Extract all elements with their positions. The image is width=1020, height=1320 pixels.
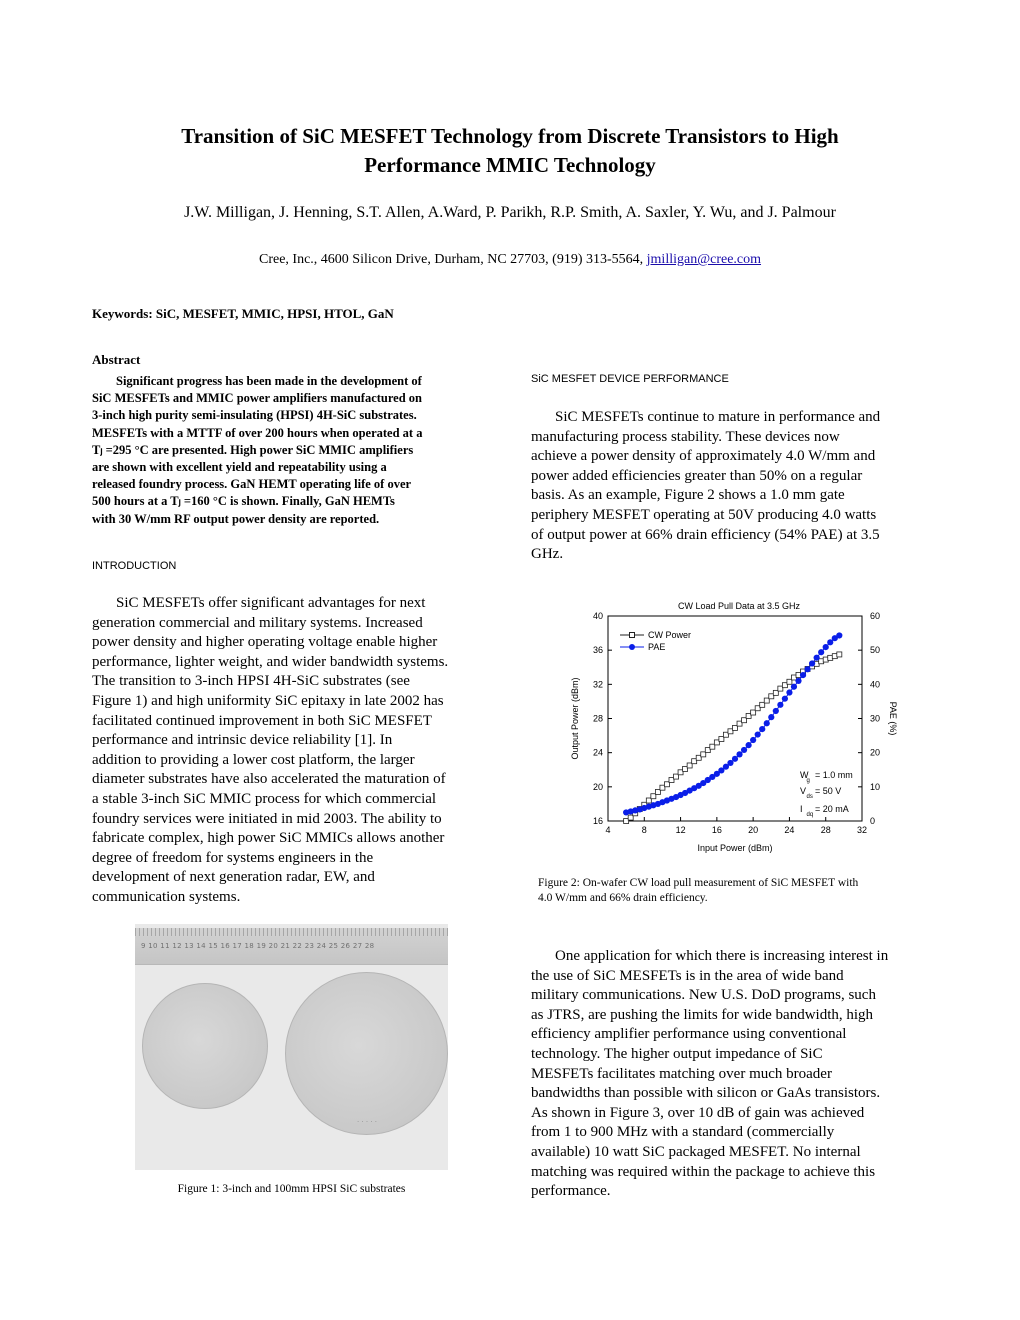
device-performance-body	[531, 408, 941, 565]
legend-marker-pae	[629, 644, 635, 650]
figure-2-caption-line: Figure 2: On-wafer CW load pull measurement of SiC MESFET with	[538, 877, 859, 889]
app-line: technology. The higher output impedance of SiC	[531, 1045, 823, 1062]
abstract-line: are shown with excellent yield and repeatability using a	[92, 460, 387, 475]
device-line: GHz.	[531, 546, 564, 563]
intro-line: fabricate complex, high power SiC MMICs allows another	[92, 830, 445, 847]
wafer-3-inch	[142, 983, 268, 1109]
pae-line	[626, 635, 842, 812]
ruler-ticks	[135, 928, 448, 936]
abstract-heading: Abstract	[92, 352, 141, 367]
keywords: Keywords: SiC, MESFET, MMIC, HPSI, HTOL, GaN	[92, 306, 394, 321]
ruler	[135, 928, 448, 965]
chart-legend	[620, 630, 691, 652]
x-tick-label: 28	[820, 825, 831, 835]
pae-point	[836, 632, 842, 638]
affiliation	[60, 252, 960, 268]
annotation-subscript: ds	[806, 794, 813, 800]
annotation-text: I	[800, 804, 803, 814]
app-line: MESFETs facilitates matching over much broader	[531, 1065, 832, 1082]
device-line: manufacturing process stability. These devices now	[531, 428, 840, 445]
x-tick-label: 24	[784, 825, 795, 835]
app-line: available) 10 watt SiC packaged MESFET. No internal	[531, 1143, 861, 1160]
pae-point	[800, 672, 806, 678]
intro-line: Figure 1) and high uniformity SiC epitaxy in late 2002 has	[92, 692, 444, 709]
pae-point	[818, 649, 824, 655]
intro-line: a stable 3-inch SiC MMIC process for which commercial	[92, 790, 437, 807]
x-tick-label: 20	[748, 825, 759, 835]
y2-tick-label: 40	[870, 679, 881, 690]
pae-point	[741, 747, 747, 753]
intro-line: degree of freedom for systems engineers in the	[92, 849, 374, 866]
abstract-line: released foundry process. GaN HEMT operating life of over	[92, 477, 412, 492]
y2-tick-label: 0	[870, 816, 876, 826]
intro-line: SiC MESFETs offer significant advantages for next	[116, 595, 426, 611]
app-line: bandwidths than possible with silicon or GaAs transistors.	[531, 1085, 881, 1102]
y-tick-label: 32	[592, 679, 603, 690]
cw-power-point	[837, 652, 842, 657]
intro-line: power density and higher operating voltage enable higher	[92, 634, 438, 651]
annotation-text: = 50 V	[815, 786, 842, 796]
wafer-100mm	[285, 972, 448, 1135]
pae-point	[786, 689, 792, 695]
abstract-line: with 30 W/mm RF output power density are reported.	[92, 511, 380, 526]
legend-marker-cw-power	[630, 633, 635, 638]
pae-point	[759, 726, 765, 732]
ruler-numbers: 9 10 11 12 13 14 15 16 17 18 19 20 21 22 23 24 25 26 27 28	[141, 942, 375, 950]
y-tick-label: 36	[592, 645, 603, 656]
x-tick-label: 32	[856, 825, 868, 835]
annotation-subscript: dq	[806, 812, 814, 818]
introduction-body	[92, 594, 512, 908]
abstract-line: MESFETs with a MTTF of over 200 hours when operated at a	[92, 425, 423, 440]
intro-line: performance, lighter weight, and wider bandwidth systems.	[92, 653, 449, 670]
figure-2-chart	[556, 596, 906, 860]
pae-point	[782, 696, 788, 702]
x-tick-label: 16	[711, 825, 722, 835]
intro-line: diameter substrates have also accelerated the maturation of	[92, 771, 446, 788]
abstract-line: Significant progress has been made in the development of	[116, 374, 422, 388]
affiliation-text: Cree, Inc., 4600 Silicon Drive, Durham, NC 27703, (919) 313-5564,	[258, 252, 647, 267]
app-line: matching was required within the package to achieve this	[531, 1163, 876, 1180]
app-line: military communications. New U.S. DoD programs, such	[531, 987, 876, 1004]
abstract-line: Tⱼ =295 °C are presented. High power SiC MMIC amplifiers	[92, 442, 414, 457]
x-tick-label: 12	[675, 825, 686, 835]
app-line: from 1 to 900 MHz with a standard (commercially	[531, 1124, 835, 1141]
device-line: of output power at 66% drain efficiency (54% PAE) at 3.5	[531, 526, 880, 543]
abstract-line: SiC MESFETs and MMIC power amplifiers manufactured on	[92, 391, 423, 406]
device-line: periphery MESFET operating at 50V producing 4.0 watts	[531, 506, 877, 523]
annotation-text: = 1.0 mm	[815, 770, 853, 780]
introduction-heading: INTRODUCTION	[92, 560, 177, 572]
y2-axis-label: PAE (%)	[888, 701, 898, 736]
intro-line: development of next generation radar, EW, and	[92, 869, 375, 886]
intro-line: facilitated continued improvement in both SiC MESFET	[92, 712, 432, 729]
email-link[interactable]: jmilligan@cree.com	[646, 252, 762, 267]
pae-point	[768, 714, 774, 720]
chart-annotation	[800, 770, 853, 818]
figure-2-caption-line: 4.0 W/mm and 66% drain efficiency.	[538, 892, 708, 904]
figure-1-photo	[135, 924, 448, 1170]
figure-1-caption: Figure 1: 3-inch and 100mm HPSI SiC substrates	[177, 1183, 406, 1195]
figure-2-caption	[538, 876, 938, 906]
device-performance-heading: SiC MESFET DEVICE PERFORMANCE	[531, 373, 729, 385]
legend-label-pae: PAE	[648, 642, 666, 652]
title-line-2: Performance MMIC Technology	[364, 153, 656, 177]
app-line: efficiency amplifier performance using conventional	[531, 1026, 847, 1043]
intro-line: performance and intrinsic device reliability [1]. In	[92, 732, 393, 749]
pae-point	[736, 751, 742, 757]
y-tick-label: 20	[592, 781, 603, 792]
y-tick-label: 24	[592, 747, 603, 758]
y2-tick-label: 10	[870, 781, 881, 792]
pae-point	[764, 720, 770, 726]
y2-tick-label: 50	[870, 645, 881, 656]
y-tick-label: 16	[592, 816, 603, 826]
pae-point	[823, 644, 829, 650]
legend-label-cw-power: CW Power	[648, 630, 692, 640]
pae-point	[809, 660, 815, 666]
chart-title: CW Load Pull Data at 3.5 GHz	[677, 601, 801, 611]
pae-point	[750, 737, 756, 743]
pae-point	[746, 742, 752, 748]
x-axis-label: Input Power (dBm)	[697, 843, 773, 853]
app-line: the use of SiC MESFETs is in the area of wide band	[531, 967, 844, 984]
y-tick-label: 28	[592, 713, 603, 724]
pae-point	[791, 684, 797, 690]
app-line: as JTRS, are pushing the limits for wide bandwidth, high	[531, 1006, 874, 1023]
annotation-text: = 20 mA	[815, 804, 849, 814]
y2-tick-label: 30	[870, 713, 881, 724]
app-line: performance.	[531, 1183, 611, 1200]
device-line: basis. As an example, Figure 2 shows a 1.0 mm gate	[531, 487, 845, 504]
pae-point	[777, 702, 783, 708]
intro-line: foundry services were initiated in mid 2003. The ability to	[92, 810, 442, 827]
pae-point	[804, 666, 810, 672]
paper-title	[60, 122, 960, 180]
y-tick-label: 40	[592, 611, 603, 621]
device-line: power added efficiencies greater than 50% on a regular	[531, 467, 863, 484]
abstract-body	[92, 373, 492, 528]
intro-line: generation commercial and military systems. Increased	[92, 614, 423, 631]
y-axis-label: Output Power (dBm)	[570, 677, 580, 760]
pae-point	[814, 655, 820, 661]
author-list: J.W. Milligan, J. Henning, S.T. Allen, A.Ward, P. Parikh, R.P. Smith, A. Saxler, Y. Wu, and J. Palmour	[184, 204, 836, 221]
x-tick-label: 8	[641, 825, 647, 835]
app-line: As shown in Figure 3, over 10 dB of gain was achieved	[531, 1104, 865, 1121]
annotation-text: W	[800, 770, 809, 780]
y2-tick-label: 20	[870, 747, 881, 758]
pae-point	[755, 731, 761, 737]
intro-line: addition to providing a lower cost platform, the larger	[92, 751, 415, 768]
pae-point	[773, 708, 779, 714]
abstract-line: 500 hours at a Tⱼ =160 °C is shown. Finally, GaN HEMTs	[92, 494, 395, 509]
app-line: One application for which there is increasing interest in	[555, 948, 889, 964]
wafer-label-mark: · · · · ·	[357, 1118, 378, 1126]
intro-line: The transition to 3-inch HPSI 4H-SiC substrates (see	[92, 673, 410, 690]
title-line-1: Transition of SiC MESFET Technology from Discrete Transistors to High	[181, 124, 839, 148]
tick-layer	[593, 611, 880, 835]
y2-tick-label: 60	[870, 611, 881, 621]
pae-point	[795, 678, 801, 684]
annotation-text: V	[800, 786, 807, 796]
application-body	[531, 947, 941, 1202]
intro-line: communication systems.	[92, 888, 241, 905]
abstract-line: 3-inch high purity semi-insulating (HPSI) 4H-SiC substrates.	[92, 408, 417, 423]
device-line: achieve a power density of approximately 4.0 W/mm and	[531, 448, 876, 465]
pae-point	[732, 756, 738, 762]
device-line: SiC MESFETs continue to mature in performance and	[555, 409, 881, 425]
annotation-subscript: g	[806, 778, 810, 784]
x-tick-label: 4	[605, 825, 611, 835]
